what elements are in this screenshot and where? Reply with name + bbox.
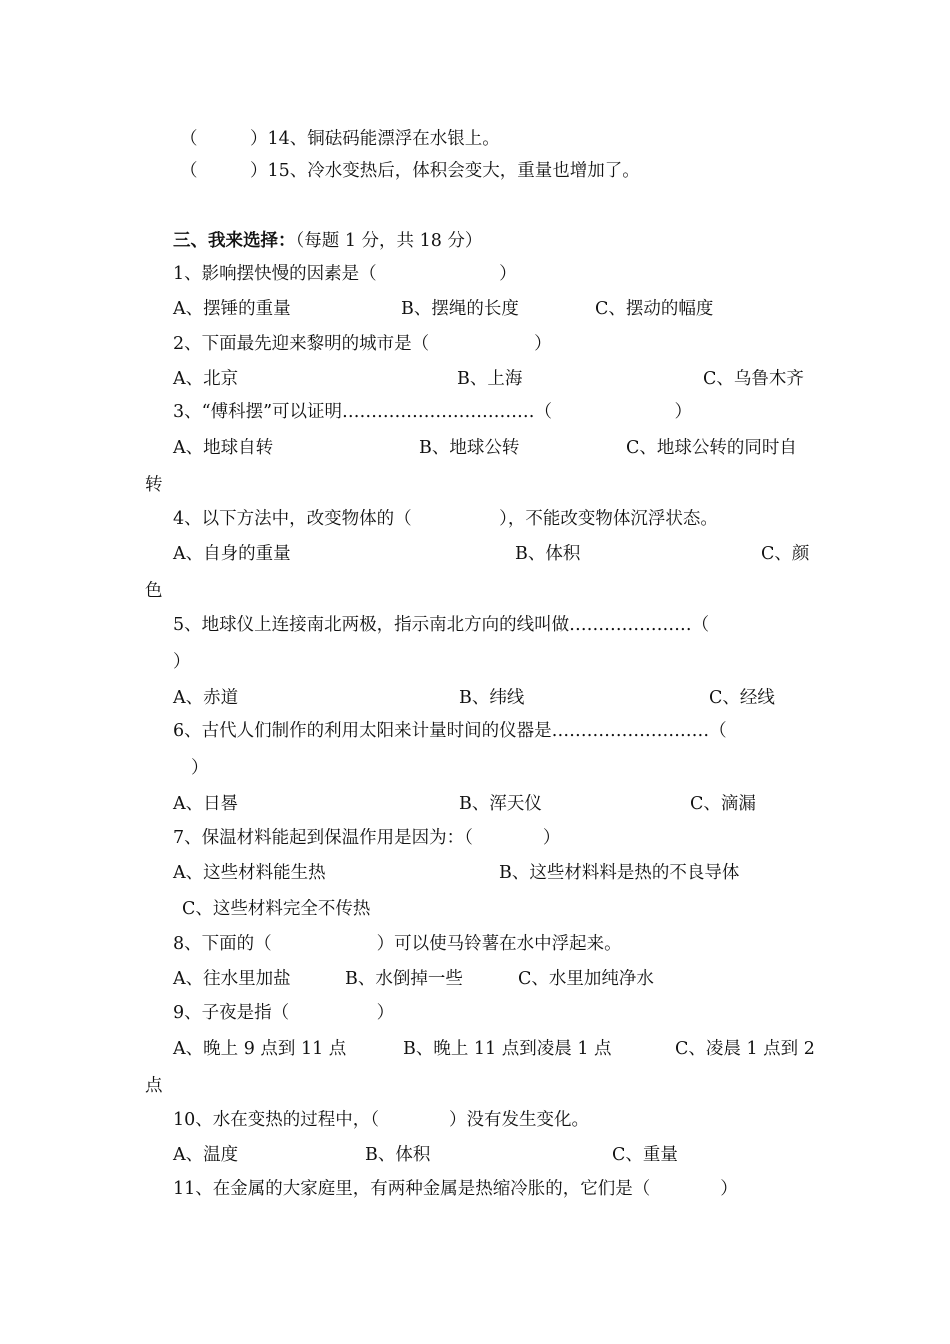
- question-3-continuation: 转: [145, 475, 163, 495]
- question-6-option-c: C、滴漏: [690, 794, 756, 814]
- question-9-option-a: A、晚上 9 点到 11 点: [173, 1039, 347, 1059]
- question-9-continuation: 点: [145, 1076, 163, 1096]
- question-9-stem: 9、子夜是指（ ）: [173, 1003, 395, 1023]
- question-3-option-b: B、地球公转: [419, 438, 520, 458]
- section-heading: [173, 230, 482, 252]
- question-6-continuation: ）: [191, 758, 209, 778]
- question-5-stem: 5、地球仪上连接南北两极，指示南北方向的线叫做…………………（: [173, 615, 710, 635]
- question-1-option-c: C、摆动的幅度: [595, 299, 714, 319]
- question-3-option-c: C、地球公转的同时自: [626, 438, 797, 458]
- question-5-option-a: A、赤道: [173, 688, 239, 708]
- question-7-option-b: B、这些材料料是热的不良导体: [499, 863, 740, 883]
- question-5-option-b: B、纬线: [459, 688, 525, 708]
- question-6-stem: 6、古代人们制作的利用太阳来计量时间的仪器是………………………（: [173, 721, 727, 741]
- question-4-option-a: A、自身的重量: [173, 544, 291, 564]
- question-8-stem: 8、下面的（ ）可以使马铃薯在水中浮起来。: [173, 934, 622, 954]
- question-6-option-a: A、日晷: [173, 794, 239, 814]
- question-9-option-c: C、凌晨 1 点到 2: [675, 1039, 815, 1059]
- question-1-stem: 1、影响摆快慢的因素是（ ）: [173, 264, 517, 284]
- question-4-option-b: B、体积: [515, 544, 581, 564]
- question-8-option-a: A、往水里加盐: [173, 969, 291, 989]
- question-14: （ ）14、铜砝码能漂浮在水银上。: [180, 129, 500, 149]
- question-5-continuation: ）: [173, 652, 191, 672]
- question-4-option-c: C、颜: [761, 544, 810, 564]
- question-6-option-b: B、浑天仪: [459, 794, 542, 814]
- question-3-option-a: A、地球自转: [173, 438, 274, 458]
- question-8-option-b: B、水倒掉一些: [345, 969, 463, 989]
- question-4-continuation: 色: [145, 581, 163, 601]
- question-8-option-c: C、水里加纯净水: [518, 969, 654, 989]
- question-2-stem: 2、下面最先迎来黎明的城市是（ ）: [173, 334, 552, 354]
- question-10-option-a: A、温度: [173, 1145, 239, 1165]
- question-7-option-c: C、这些材料完全不传热: [182, 899, 371, 919]
- question-2-option-c: C、乌鲁木齐: [703, 369, 804, 389]
- question-2-option-a: A、北京: [173, 369, 239, 389]
- question-10-option-c: C、重量: [612, 1145, 678, 1165]
- question-2-option-b: B、上海: [457, 369, 523, 389]
- section-note: （每题 1 分，共 18 分）: [295, 231, 483, 251]
- section-title: 三、我来选择：: [173, 231, 296, 251]
- question-10-stem: 10、水在变热的过程中，（ ）没有发生变化。: [173, 1110, 590, 1130]
- question-5-option-c: C、经线: [709, 688, 775, 708]
- question-1-option-a: A、摆锤的重量: [173, 299, 291, 319]
- question-7-option-a: A、这些材料能生热: [173, 863, 326, 883]
- question-3-stem: 3、“傅科摆”可以证明……………………………（ ）: [173, 402, 693, 422]
- question-15: （ ）15、冷水变热后，体积会变大，重量也增加了。: [180, 161, 640, 181]
- question-4-stem: 4、以下方法中，改变物体的（ ），不能改变物体沉浮状态。: [173, 509, 718, 529]
- question-7-stem: 7、保温材料能起到保温作用是因为：（ ）: [173, 828, 561, 848]
- question-9-option-b: B、晚上 11 点到凌晨 1 点: [403, 1039, 612, 1059]
- question-10-option-b: B、体积: [365, 1145, 431, 1165]
- question-11-stem: 11、在金属的大家庭里，有两种金属是热缩冷胀的，它们是（ ）: [173, 1179, 738, 1199]
- question-1-option-b: B、摆绳的长度: [401, 299, 519, 319]
